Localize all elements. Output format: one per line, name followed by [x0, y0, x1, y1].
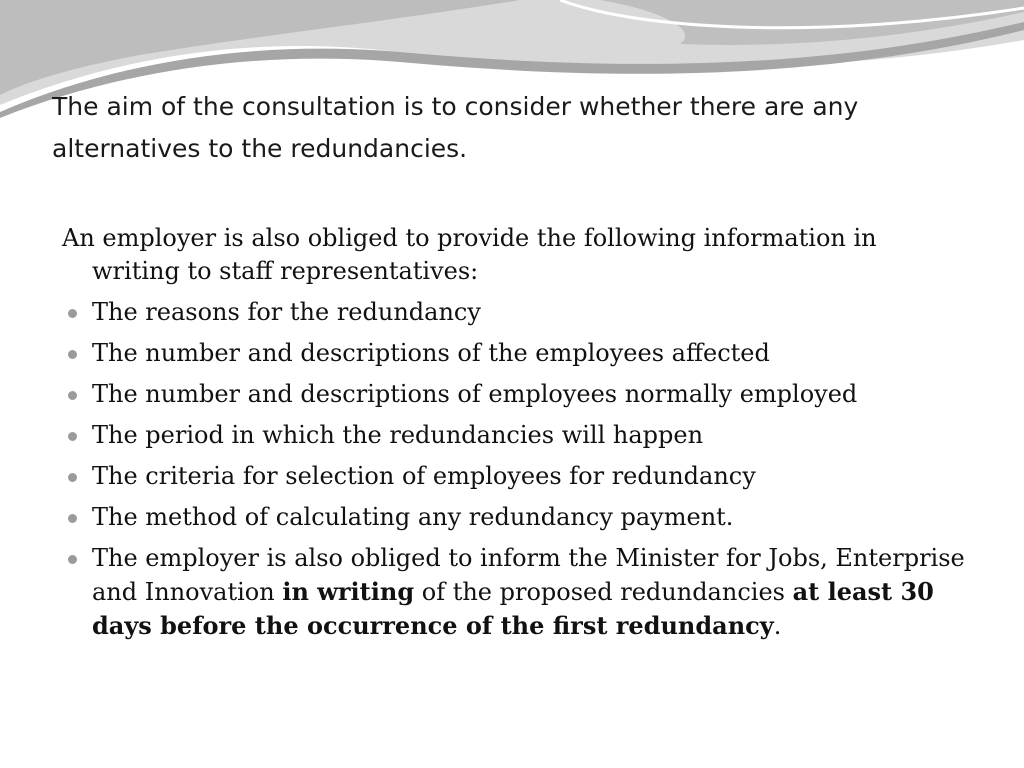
bullet-text-part: .	[773, 612, 782, 640]
list-item	[62, 460, 972, 493]
bullet-text: The reasons for the redundancy	[92, 298, 481, 326]
bullet-text-part: The employer is also obliged to inform the Minister for Jobs, Enterprise and Innovation	[92, 544, 965, 606]
list-item	[62, 296, 972, 329]
slide-body	[62, 222, 972, 651]
emphasis-in-writing: in writing	[282, 577, 415, 606]
bullet-text: The period in which the redundancies will happen	[92, 421, 704, 449]
intro-paragraph: An employer is also obliged to provide the following information in writing to staff representatives:	[62, 224, 877, 285]
list-item	[62, 501, 972, 534]
bullet-text: The criteria for selection of employees for redundancy	[92, 462, 756, 490]
bullet-dot-icon	[68, 514, 77, 523]
bullet-dot-icon	[68, 350, 77, 359]
bullet-dot-icon	[68, 473, 77, 482]
bullet-text: The number and descriptions of employees normally employed	[92, 380, 858, 408]
bullet-text: The number and descriptions of the employees affected	[92, 339, 770, 367]
list-item	[62, 419, 972, 452]
bullet-dot-icon	[68, 391, 77, 400]
list-item	[62, 378, 972, 411]
list-item	[62, 337, 972, 370]
bullet-dot-icon	[68, 309, 77, 318]
emphasis-deadline: at least 30 days before the occurrence of the first redundancy	[92, 577, 934, 640]
bullet-text-part: of the proposed redundancies	[414, 578, 793, 606]
slide-title: The aim of the consultation is to consider whether there are any alternatives to the redundancies.	[52, 92, 859, 163]
bullet-list	[62, 296, 972, 643]
list-item	[62, 542, 972, 643]
bullet-dot-icon	[68, 555, 77, 564]
bullet-dot-icon	[68, 432, 77, 441]
bullet-text: The method of calculating any redundancy payment.	[92, 503, 734, 531]
